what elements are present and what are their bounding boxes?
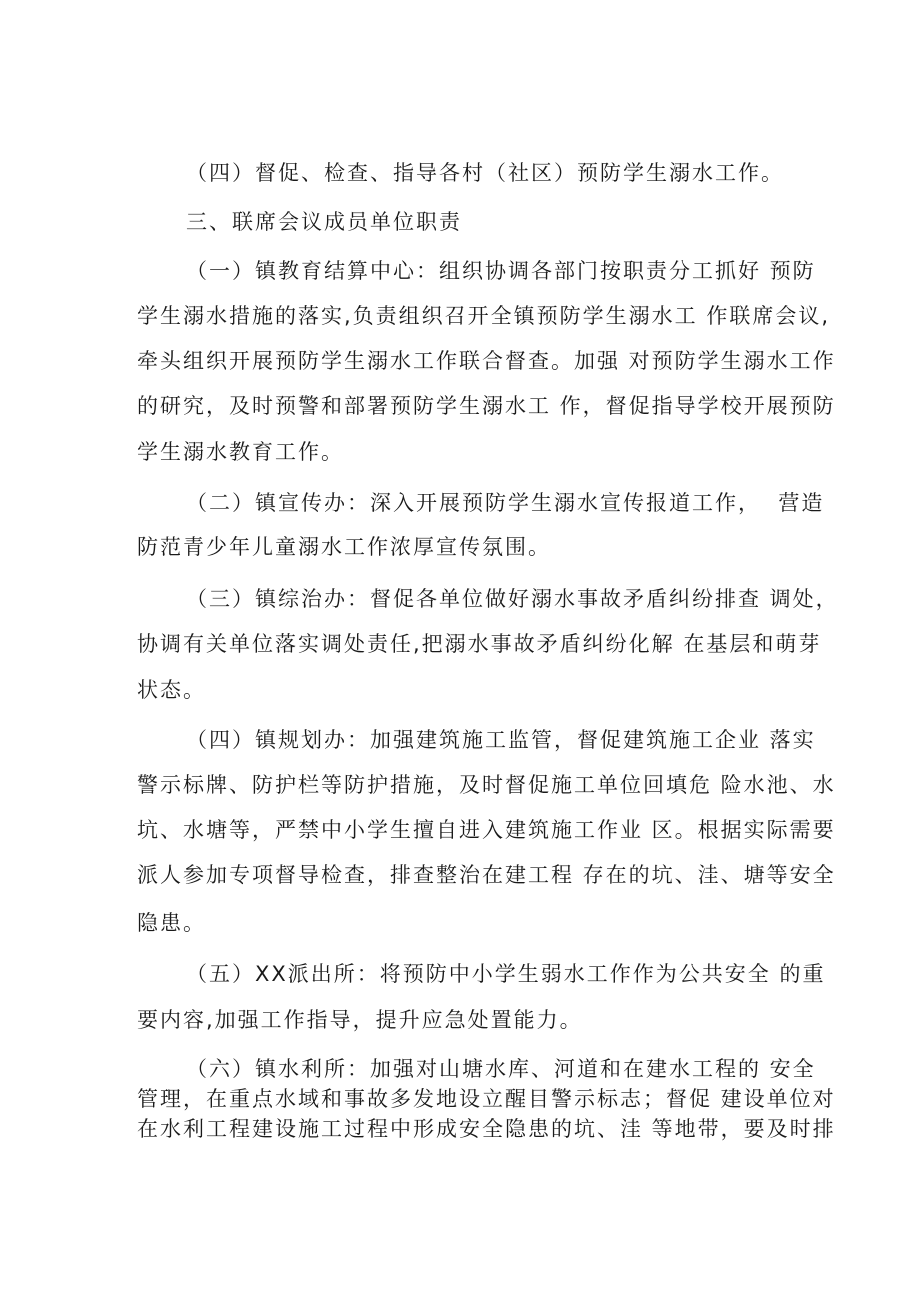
paragraph-line: （六）镇水利所：加强对山塘水库、河道和在建水工程的 安全: [186, 1057, 816, 1081]
paragraph-line: 牵头组织开展预防学生溺水工作联合督查。加强 对预防学生溺水工作: [137, 349, 836, 373]
paragraph-line: 学生溺水措施的落实,负责组织召开全镇预防学生溺水工 作联席会议,: [137, 304, 831, 328]
paragraph-line: （一）镇教育结算中心：组织协调各部门按职责分工抓好 预防: [186, 259, 816, 283]
paragraph-line: 派人参加专项督导检查，排查整治在建工程 存在的坑、洼、塘等安全: [137, 863, 836, 887]
paragraph-line: 学生溺水教育工作。: [137, 440, 344, 464]
paragraph-line: 管理，在重点水域和事故多发地设立醒目警示标志；督促 建设单位对: [137, 1087, 836, 1111]
paragraph-line: 状态。: [137, 678, 206, 702]
paragraph-line: （四）镇规划办：加强建筑施工监管，督促建筑施工企业 落实: [186, 728, 816, 752]
paragraph-line: （三）镇综治办：督促各单位做好溺水事故矛盾纠纷排查 调处，: [186, 587, 839, 611]
paragraph-line: 坑、水塘等，严禁中小学生擅自进入建筑施工作业 区。根据实际需要: [137, 818, 836, 842]
paragraph-line: 在水利工程建设施工过程中形成安全隐患的坑、洼 等地带，要及时排: [137, 1117, 836, 1141]
paragraph-line: 警示标牌、防护栏等防护措施，及时督促施工单位回填危 险水池、水: [137, 773, 836, 797]
paragraph-line: （五）XX派出所：将预防中小学生弱水工作作为公共安全 的重: [186, 962, 826, 986]
paragraph-line: （二）镇宣传办：深入开展预防学生溺水宣传报道工作， 营造: [186, 491, 825, 515]
section-heading: 三、联席会议成员单位职责: [186, 210, 462, 234]
paragraph-line: 隐患。: [137, 911, 206, 935]
paragraph-line: 要内容,加强工作指导，提升应急处置能力。: [137, 1008, 583, 1032]
paragraph-line: 的研究，及时预警和部署预防学生溺水工 作，督促指导学校开展预防: [137, 394, 836, 418]
paragraph-line: 协调有关单位落实调处责任,把溺水事故矛盾纠纷化解 在基层和萌芽: [137, 632, 822, 656]
paragraph-line: （四）督促、检查、指导各村（社区）预防学生溺水工作。: [186, 161, 784, 185]
paragraph-line: 防范青少年儿童溺水工作浓厚宣传氛围。: [137, 535, 551, 559]
